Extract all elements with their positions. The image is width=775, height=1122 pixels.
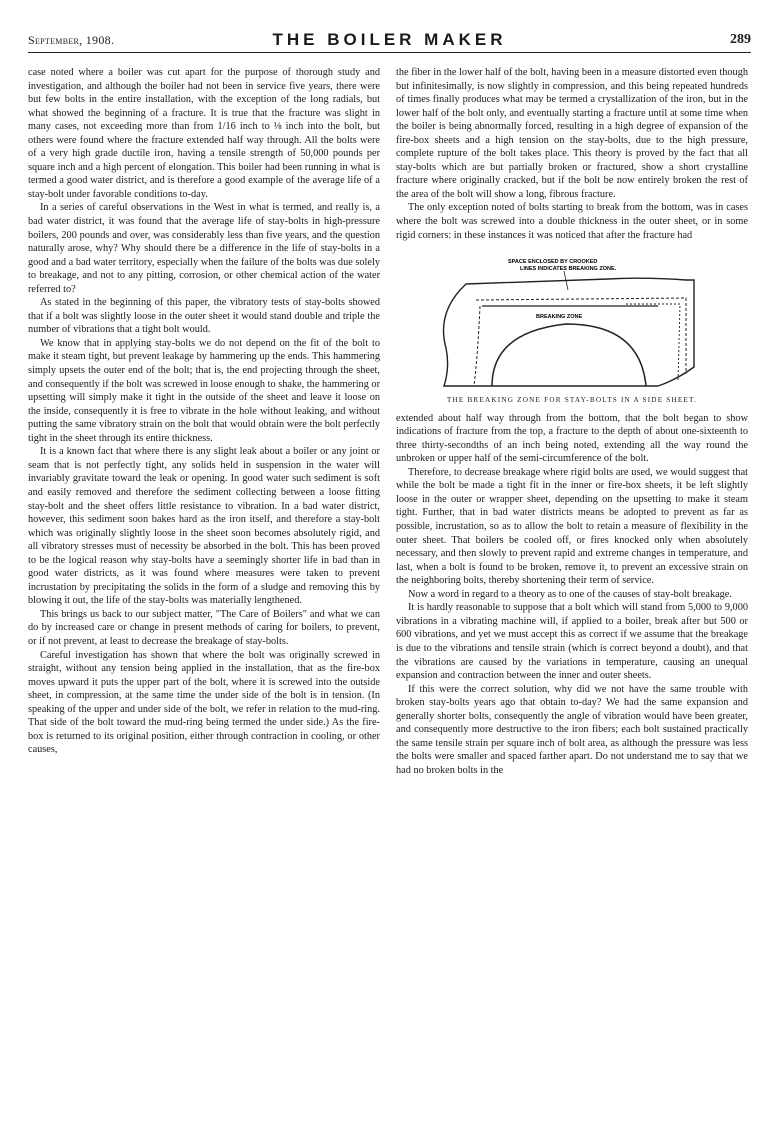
figure-label-top-1: SPACE ENCLOSED BY CROOKED [508,259,598,266]
figure-label-top-2: LINES INDICATES BREAKING ZONE. [520,266,617,273]
page-header [28,30,751,53]
paragraph: If this were the correct solution, why did we not have the same trouble with broken stay-bolts years ago that obtain to-day? We had the same expansion and generally shorter bolts, consequently the angle of vibration would have been greater, and consequently more destructive to the iron fibers; each bolt sustained practically the same tensile strain per square inch of bolt area, as although the pressure was less the bolts were smaller and spaced farther apart. Do not understand me to say that we had no broken bolts in the [396,683,748,776]
paragraph: extended about half way through from the bottom, that the bolt began to show indications of fracture from the top, a fracture to the depth of about one-sixteenth to three thirty-secondths of an inch being noted, extending all the way round the unbroken or upper half of the semi-circumference of the bolt. [396,412,748,465]
paragraph: the fiber in the lower half of the bolt, having been in a measure distorted even though but infinitesimally, is now slightly in compression, and this being repeated hundreds of times finally produces what may be termed a crystallization of the iron, but in the lower half of the bolt only, and eventually starting a fracture until at some time when the boiler is being abnormally forced, resulting in a high degree of expansion of the fire-box sheets and a high tension on the stay-bolts, due to the high pressure, complete rupture of the bolt takes place. This theory is proved by the fact that all stay-bolts which are but partially broken or fractured, show a short crystalline fracture where originally cracked, but if the bolt be now entirely broken the rest of the area of the bolt will show a long, fibrous fracture. [396,67,748,200]
paragraph: In a series of careful observations in the West in what is termed, and really is, a bad water district, it was found that the average life of stay-bolts in high-pressure boilers, 200 pounds and over, was considerably less than five years, and the question naturally arose, why? Why should there be a difference in the life of stay-bolts in a good and a bad water territory, especially when the failure of the bolts was due solely to breakage, and not to any pitting, corrosion, or other chemical action of the water referred to? [28,202,380,295]
right-column [396,66,748,777]
paragraph: It is hardly reasonable to suppose that a bolt which will stand from 5,000 to 9,000 vibrations in a vibrating machine will, if applied to a boiler, break after but 500 or 600 vibrations, and yet we must accept this as correct if we assume that the breakage is due to the vibrations and tensile strain (which is correct beyond a doubt), and that the vibrations are caused by the variations in temperature, causing an unequal expansion and contraction between the inner and outer sheets. [396,602,748,682]
sheet-outline [444,278,695,386]
dashed-zone-left [474,306,480,386]
paragraph: As stated in the beginning of this paper, the vibratory tests of stay-bolts showed that if a bolt was slightly loose in the outer sheet it would stand double and triple the number of vibrations that a tight bolt would. [28,297,380,336]
firebox-arch [492,324,646,386]
paragraph: Careful investigation has shown that where the bolt was originally screwed in straight, without any tension being applied in the installation, that as the fire-box moves upward it puts the upper part of the bolt, where it is screwed into the outside sheet, in compression, at the same time the under side of the bolt is in tension. (In speaking of the upper and under side of the bolt, we refer in relation to the mud-ring. That side of the bolt toward the mud-ring being termed the under side.) As the fire-box is returned to its original position, either through contraction in cooling, or other causes, [28,649,380,756]
paragraph: Therefore, to decrease breakage where rigid bolts are used, we would suggest that while the bolt be made a tight fit in the inner or fire-box sheets, it be left slightly loose in the outer or wrapper sheet, depending on the upsetting to make it steam tight. Further, that in bad water districts means be adopted to prevent as far as possible, incrustation, so as to allow the bolt to retain a measure of flexibility in the outer sheet. That boilers be cooled off, or fires knocked only when absolutely necessary, and then slowly to prevent rapid and extreme changes in temperature, and last, when a bolt is found to be broken, remove it, to prevent an excessive strain on the neighboring bolts, thereby shortening their term of service. [396,466,748,587]
side-sheet-diagram [396,252,748,388]
page-number: 289 [730,32,751,47]
dashed-zone-outer [476,298,686,374]
journal-title: THE BOILER MAKER [272,30,507,49]
paragraph: We know that in applying stay-bolts we do not depend on the fit of the bolt to make it steam tight, but prevent leakage by hammering up the ends. This hammering simply upsets the outer end of the bolt; that is, the end projecting through the sheet, and consequently if the bolt was screwed in loose enough to shake, the hammering or upsetting will simply make it tight in the outside of the sheet and leave it loose on the inside, consequently it is free to vibrate in the hole without leaking, and without putting the same vibratory strain on the bolt that would obtain were the bolt perfectly tight in the sheet through its entire thickness. [28,337,381,444]
paragraph: case noted where a boiler was cut apart for the purpose of thorough study and investigation, and although the boiler had not been in service five years, there were but few bolts in the entire installation, with the exception of the long radials, but what showed the beginning of a fracture. It is true that the fracture was slight in many cases, not exceeding more than from 1/16 inch to ⅛ inch into the bolt, but others were found where the fracture extended half way through. All the bolts were of a very high grade ductile iron, having a tensile strength of 50,000 pounds per square inch and a high percent of elongation. This boiler had been running in what is termed a good water district, and is therefore a good example of the average life of a stay-bolt under favorable conditions to-day. [28,67,380,200]
paragraph: This brings us back to our subject matter, "The Care of Boilers" and what we can do by increased care or change in present methods of caring for boilers, to prevent, or if not prevent, at least to decrease the breakage of stay-bolts. [28,608,380,647]
paragraph: The only exception noted of bolts starting to break from the bottom, was in cases where the bolt was screwed into a double thickness in the outer sheet, or in some rigid corners: in these instances it was noticed that after the fracture had [396,202,748,241]
left-column [28,66,380,757]
figure-label-inner: BREAKING ZONE [536,314,583,321]
paragraph: It is a known fact that where there is any slight leak about a boiler or any joint or seam that is not perfectly tight, any solids held in suspension in the water will invariably gravitate toward the leak or opening. In good water such sediment is soft and easily removed and therefore the sediment collecting between a loose fitting stay-bolt and the sheet offers little resistance to vibration. In a bad water district, however, this sediment soon bakes hard as the iron itself, and therefore a stay-bolt which was originally slightly loose in the sheet soon becomes absolutely rigid, and all vibratory stresses must of necessity be absorbed in the bolt. This has been proved to be the logical reason why stay-bolts have a seemingly shorter life in bad than in good water districts, as it was found where measures were taken to prevent incrustation by precipitating the solids in the form of a sludge and removing this by blowing it out, the life of the stay-bolts was materially lengthened. [28,446,380,607]
dashed-zone-right [626,304,680,382]
paragraph: Now a word in regard to a theory as to one of the causes of stay-bolt breakage. [408,588,732,600]
issue-date: September, 1908. [28,33,115,47]
breaking-zone-figure [396,252,748,388]
figure-caption: THE BREAKING ZONE FOR STAY-BOLTS IN A SIDE SHEET. [446,396,698,405]
